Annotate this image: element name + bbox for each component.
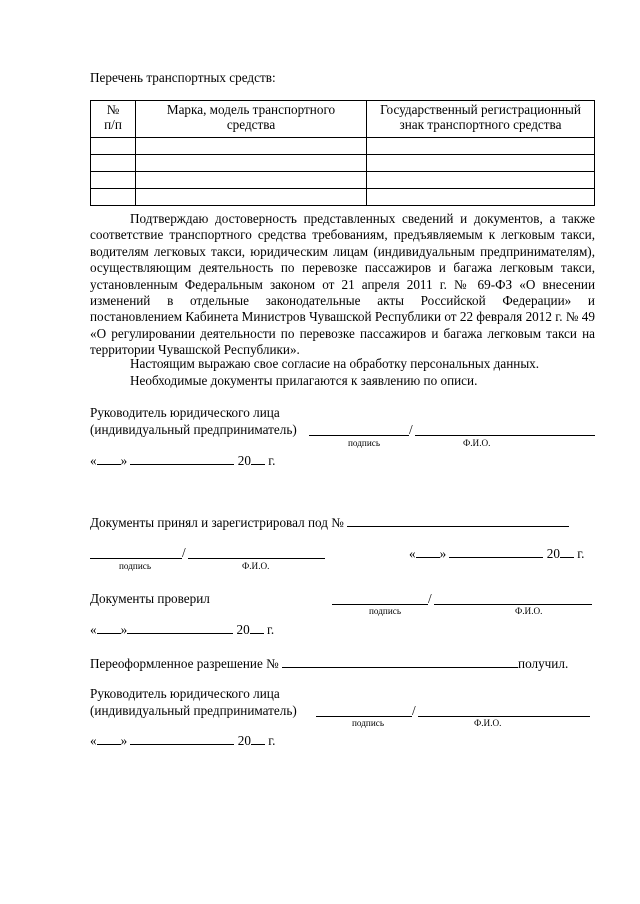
reissued-line bbox=[90, 655, 568, 672]
vehicles-table bbox=[90, 100, 595, 206]
table-row bbox=[91, 189, 595, 206]
table-cell bbox=[367, 155, 595, 172]
month-field[interactable] bbox=[130, 732, 234, 745]
head-label-1: Руководитель юридического лица bbox=[90, 686, 280, 701]
signature-field[interactable] bbox=[316, 704, 412, 717]
accepted-label: Документы принял и зарегистрировал под № bbox=[90, 515, 344, 530]
date-line bbox=[90, 452, 275, 469]
month-field[interactable] bbox=[130, 452, 234, 465]
header-number: № п/п bbox=[91, 101, 136, 138]
year-prefix: 20 bbox=[236, 622, 250, 637]
quote-close: » bbox=[120, 622, 128, 637]
consent-line: Настоящим выражаю свое согласие на обработку персональных данных. bbox=[130, 356, 540, 371]
list-title: Перечень транспортных средств: bbox=[90, 70, 276, 85]
year-field[interactable] bbox=[251, 732, 265, 745]
year-suffix: г. bbox=[266, 622, 275, 637]
quote-open: « bbox=[90, 622, 97, 637]
header-reg-sign: Государственный регистрационный знак транспортного средства bbox=[367, 101, 595, 138]
quote-open: « bbox=[90, 733, 97, 748]
slash: / bbox=[428, 591, 432, 606]
quote-close: » bbox=[120, 733, 128, 748]
table-row bbox=[91, 172, 595, 189]
date-line bbox=[90, 732, 275, 749]
quote-close: » bbox=[120, 453, 128, 468]
year-field[interactable] bbox=[560, 545, 574, 558]
signature-field[interactable] bbox=[332, 592, 428, 605]
header-model: Марка, модель транспортного средства bbox=[136, 101, 367, 138]
permit-number-field[interactable] bbox=[282, 655, 518, 668]
head-label-2: (индивидуальный предприниматель) bbox=[90, 422, 297, 437]
table-cell bbox=[136, 172, 367, 189]
slash: / bbox=[182, 545, 186, 560]
year-prefix: 20 bbox=[237, 453, 251, 468]
quote-close: » bbox=[439, 546, 447, 561]
table-cell bbox=[136, 138, 367, 155]
table-cell bbox=[91, 155, 136, 172]
slash: / bbox=[412, 703, 416, 718]
attachments-line: Необходимые документы прилагаются к заявлению по описи. bbox=[130, 373, 478, 388]
date-line bbox=[90, 621, 274, 638]
year-field[interactable] bbox=[250, 621, 264, 634]
table-cell bbox=[91, 138, 136, 155]
reissued-label: Переоформленное разрешение № bbox=[90, 656, 279, 671]
signature-field[interactable] bbox=[309, 423, 409, 436]
year-suffix: г. bbox=[268, 453, 276, 468]
year-prefix: 20 bbox=[237, 733, 251, 748]
caption-signature: подпись bbox=[348, 438, 381, 448]
quote-open: « bbox=[90, 453, 97, 468]
registration-number-field[interactable] bbox=[347, 514, 569, 527]
year-field[interactable] bbox=[251, 452, 265, 465]
table-cell bbox=[367, 189, 595, 206]
year-suffix: г. bbox=[577, 546, 585, 561]
caption-signature: подпись bbox=[119, 561, 152, 571]
table-cell bbox=[367, 172, 595, 189]
table-row bbox=[91, 155, 595, 172]
caption-fio: Ф.И.О. bbox=[242, 561, 270, 571]
accepted-line bbox=[90, 514, 569, 531]
head-label-2: (индивидуальный предприниматель) bbox=[90, 703, 297, 718]
received-label: получил. bbox=[518, 656, 569, 671]
fio-field[interactable] bbox=[418, 704, 590, 717]
signature-field[interactable] bbox=[90, 546, 182, 559]
month-field[interactable] bbox=[449, 545, 543, 558]
table-row bbox=[91, 138, 595, 155]
day-field[interactable] bbox=[97, 732, 121, 745]
fio-field[interactable] bbox=[188, 546, 325, 559]
year-suffix: г. bbox=[268, 733, 276, 748]
day-field[interactable] bbox=[97, 621, 121, 634]
table-header-row bbox=[91, 101, 595, 138]
head-label-1: Руководитель юридического лица bbox=[90, 405, 280, 420]
table-cell bbox=[136, 189, 367, 206]
fio-field[interactable] bbox=[434, 592, 592, 605]
caption-fio: Ф.И.О. bbox=[474, 718, 502, 728]
slash: / bbox=[409, 422, 413, 437]
day-field[interactable] bbox=[97, 452, 121, 465]
caption-fio: Ф.И.О. bbox=[463, 438, 491, 448]
table-cell bbox=[367, 138, 595, 155]
caption-signature: подпись bbox=[369, 606, 402, 616]
day-field[interactable] bbox=[416, 545, 440, 558]
confirm-paragraph: Подтверждаю достоверность представленных сведений и документов, а также соответствие транспортного средства требованиям, предъявляемым к легковым такси, водителям легковых такси, юридическим лицам (индивидуальным предпринимателям), осуществляющим деятельность по перевозке пассажиров и багажа легковым такси, установленным Федеральным законом от 21 апреля 2011 г. № 69-ФЗ «О внесении изменений в отдельные законодательные акты Российской Федерации» и постановлением Кабинета Министров Чувашской Республики от 22 февраля 2012 г. № 49 «О регулировании деятельности по перевозке пассажиров и багажа легковым такси на территории Чувашской Республики». bbox=[90, 211, 595, 358]
caption-signature: подпись bbox=[352, 718, 385, 728]
fio-field[interactable] bbox=[415, 423, 595, 436]
quote-open: « bbox=[409, 546, 416, 561]
caption-fio: Ф.И.О. bbox=[515, 606, 543, 616]
month-field[interactable] bbox=[127, 621, 233, 634]
date-line bbox=[409, 545, 584, 562]
checked-label: Документы проверил bbox=[90, 591, 210, 606]
table-cell bbox=[91, 189, 136, 206]
table-cell bbox=[136, 155, 367, 172]
table-cell bbox=[91, 172, 136, 189]
year-prefix: 20 bbox=[546, 546, 560, 561]
